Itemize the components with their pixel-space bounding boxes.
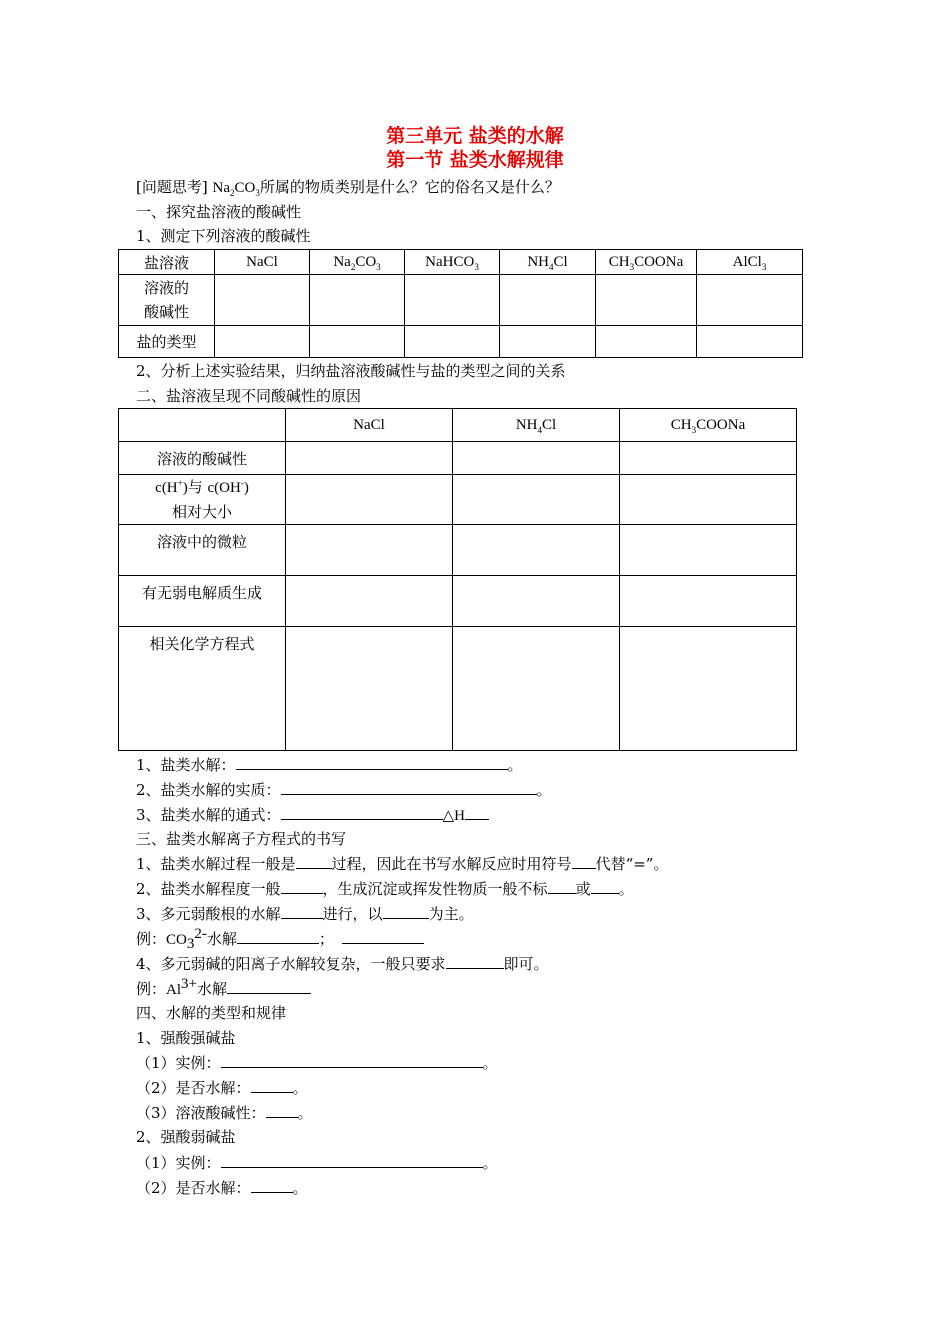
section3-item1: 1、盐类水解过程一般是 过程，因此在书写水解反应时用符号 代替“=”。 <box>136 855 669 873</box>
table2-cell[interactable] <box>453 627 620 751</box>
answer-blank[interactable] <box>281 903 323 919</box>
section3-example1: 例：$CO_3^{2-}$水解 ； <box>136 928 424 950</box>
table1-cell[interactable] <box>405 326 500 358</box>
question-line <box>136 177 560 198</box>
table2-cell[interactable] <box>286 475 453 525</box>
answer-blank[interactable] <box>221 1052 483 1068</box>
table2-cell[interactable] <box>286 627 453 751</box>
s1-hydrolysis: （2）是否水解： 。 <box>136 1079 308 1097</box>
table1-header-ch3coona: $CH_3COONa$ <box>596 250 697 275</box>
definition-hydrolysis: 1、盐类水解： 。 <box>136 756 523 774</box>
answer-blank[interactable] <box>237 928 319 944</box>
section-title: 第一节 盐类水解规律 <box>386 149 564 171</box>
section3-heading: 三、盐类水解离子方程式的书写 <box>136 830 347 848</box>
answer-blank[interactable] <box>465 804 489 820</box>
table2-cell[interactable] <box>453 525 620 576</box>
table1-header-row <box>119 250 803 275</box>
answer-blank[interactable] <box>251 1177 293 1193</box>
answer-blank[interactable] <box>383 903 429 919</box>
table1-cell[interactable] <box>596 275 697 326</box>
table1-cell[interactable] <box>310 326 405 358</box>
section3-item3: 3、多元弱酸根的水解 进行，以 为主。 <box>136 905 474 923</box>
section3-item4: 4、多元弱碱的阳离子水解较复杂，一般只要求 即可。 <box>136 955 549 973</box>
answer-blank[interactable] <box>342 928 424 944</box>
table2-cell[interactable] <box>286 442 453 475</box>
answer-blank[interactable] <box>221 1152 483 1168</box>
analysis-line: 2、分析上述实验结果，归纳盐溶液酸碱性与盐的类型之间的关系 <box>136 362 566 380</box>
section3-example2: 例：$Al^{3+}$水解 <box>136 978 311 1000</box>
table1-label-acidity: 溶液的 酸碱性 <box>119 275 215 326</box>
answer-blank[interactable] <box>251 1077 293 1093</box>
answer-blank[interactable] <box>266 1102 298 1118</box>
table2-cell[interactable] <box>620 627 797 751</box>
table2-row-concentration <box>119 475 797 525</box>
question-prefix: [问题思考] <box>136 178 208 196</box>
answer-blank[interactable] <box>236 754 508 770</box>
table2-label-weak-electrolyte: 有无弱电解质生成 <box>119 576 286 627</box>
table2-cell[interactable] <box>620 475 797 525</box>
definition-essence: 2、盐类水解的实质： 。 <box>136 781 552 799</box>
unit-title: 第三单元 盐类的水解 <box>386 125 564 147</box>
table2-row-equations <box>119 627 797 751</box>
table1-cell[interactable] <box>500 326 596 358</box>
table2-label-equations: 相关化学方程式 <box>119 627 286 751</box>
table-reasons <box>118 408 797 751</box>
table2-header-ch3coona: $CH_3COONa$ <box>620 409 797 442</box>
table2-header-row <box>119 409 797 442</box>
table-solution-acidity <box>118 249 803 358</box>
table2-cell[interactable] <box>453 576 620 627</box>
section1-sub: 1、测定下列溶液的酸碱性 <box>136 227 311 245</box>
table1-row-acidity <box>119 275 803 326</box>
table1-cell[interactable] <box>697 275 803 326</box>
definition-general-formula: 3、盐类水解的通式： △H <box>136 804 489 826</box>
table2-cell[interactable] <box>286 525 453 576</box>
table2-header-blank <box>119 409 286 442</box>
table2-row-particles <box>119 525 797 576</box>
answer-blank[interactable] <box>296 853 332 869</box>
table1-cell[interactable] <box>500 275 596 326</box>
s1-acidity: （3）溶液酸碱性： 。 <box>136 1104 313 1122</box>
table1-cell[interactable] <box>215 275 310 326</box>
table1-cell[interactable] <box>697 326 803 358</box>
section4-sub1: 1、强酸强碱盐 <box>136 1029 236 1047</box>
s2-example: （1）实例： 。 <box>136 1154 498 1172</box>
table2-row-acidity <box>119 442 797 475</box>
table2-cell[interactable] <box>453 442 620 475</box>
table1-header-na2co3: $Na_2CO_3$ <box>310 250 405 275</box>
table1-header-nahco3: NaHCO$_3$ <box>405 250 500 275</box>
answer-blank[interactable] <box>548 878 576 894</box>
table2-label-acidity: 溶液的酸碱性 <box>119 442 286 475</box>
table1-header-label: 盐溶液 <box>119 250 215 275</box>
question-text: 所属的物质类别是什么？它的俗名又是什么？ <box>259 178 560 196</box>
answer-blank[interactable] <box>227 978 311 994</box>
answer-blank[interactable] <box>281 779 537 795</box>
table2-label-concentration: c(H+)与 c(OH-) 相对大小 <box>119 475 286 525</box>
answer-blank[interactable] <box>572 853 596 869</box>
section3-item2: 2、盐类水解程度一般 ，生成沉淀或挥发性物质一般不标 或 。 <box>136 880 634 898</box>
answer-blank[interactable] <box>281 878 323 894</box>
section4-sub2: 2、强酸弱碱盐 <box>136 1128 236 1146</box>
table1-label-salt-type: 盐的类型 <box>119 326 215 358</box>
section1-heading: 一、探究盐溶液的酸碱性 <box>136 203 302 221</box>
answer-blank[interactable] <box>446 953 504 969</box>
answer-blank[interactable] <box>281 804 443 820</box>
table1-cell[interactable] <box>215 326 310 358</box>
section2-heading: 二、盐溶液呈现不同酸碱性的原因 <box>136 387 362 405</box>
table1-cell[interactable] <box>596 326 697 358</box>
table2-label-particles: 溶液中的微粒 <box>119 525 286 576</box>
section4-heading: 四、水解的类型和规律 <box>136 1004 287 1022</box>
s2-hydrolysis: （2）是否水解： 。 <box>136 1179 308 1197</box>
question-formula: $Na_2CO_3$ <box>212 180 260 198</box>
table2-cell[interactable] <box>620 525 797 576</box>
table1-header-nh4cl: $NH_4Cl$ <box>500 250 596 275</box>
table2-cell[interactable] <box>286 576 453 627</box>
table2-cell[interactable] <box>620 442 797 475</box>
table2-header-nh4cl: $NH_4Cl$ <box>453 409 620 442</box>
table2-cell[interactable] <box>453 475 620 525</box>
table2-row-weak-electrolyte <box>119 576 797 627</box>
s1-example: （1）实例： 。 <box>136 1054 498 1072</box>
table1-header-alcl3: AlCl$_3$ <box>697 250 803 275</box>
table1-cell[interactable] <box>405 275 500 326</box>
answer-blank[interactable] <box>591 878 619 894</box>
table2-cell[interactable] <box>620 576 797 627</box>
table1-header-nacl: NaCl <box>215 250 310 275</box>
table1-cell[interactable] <box>310 275 405 326</box>
table1-row-salt-type <box>119 326 803 358</box>
table2-header-nacl: NaCl <box>286 409 453 442</box>
